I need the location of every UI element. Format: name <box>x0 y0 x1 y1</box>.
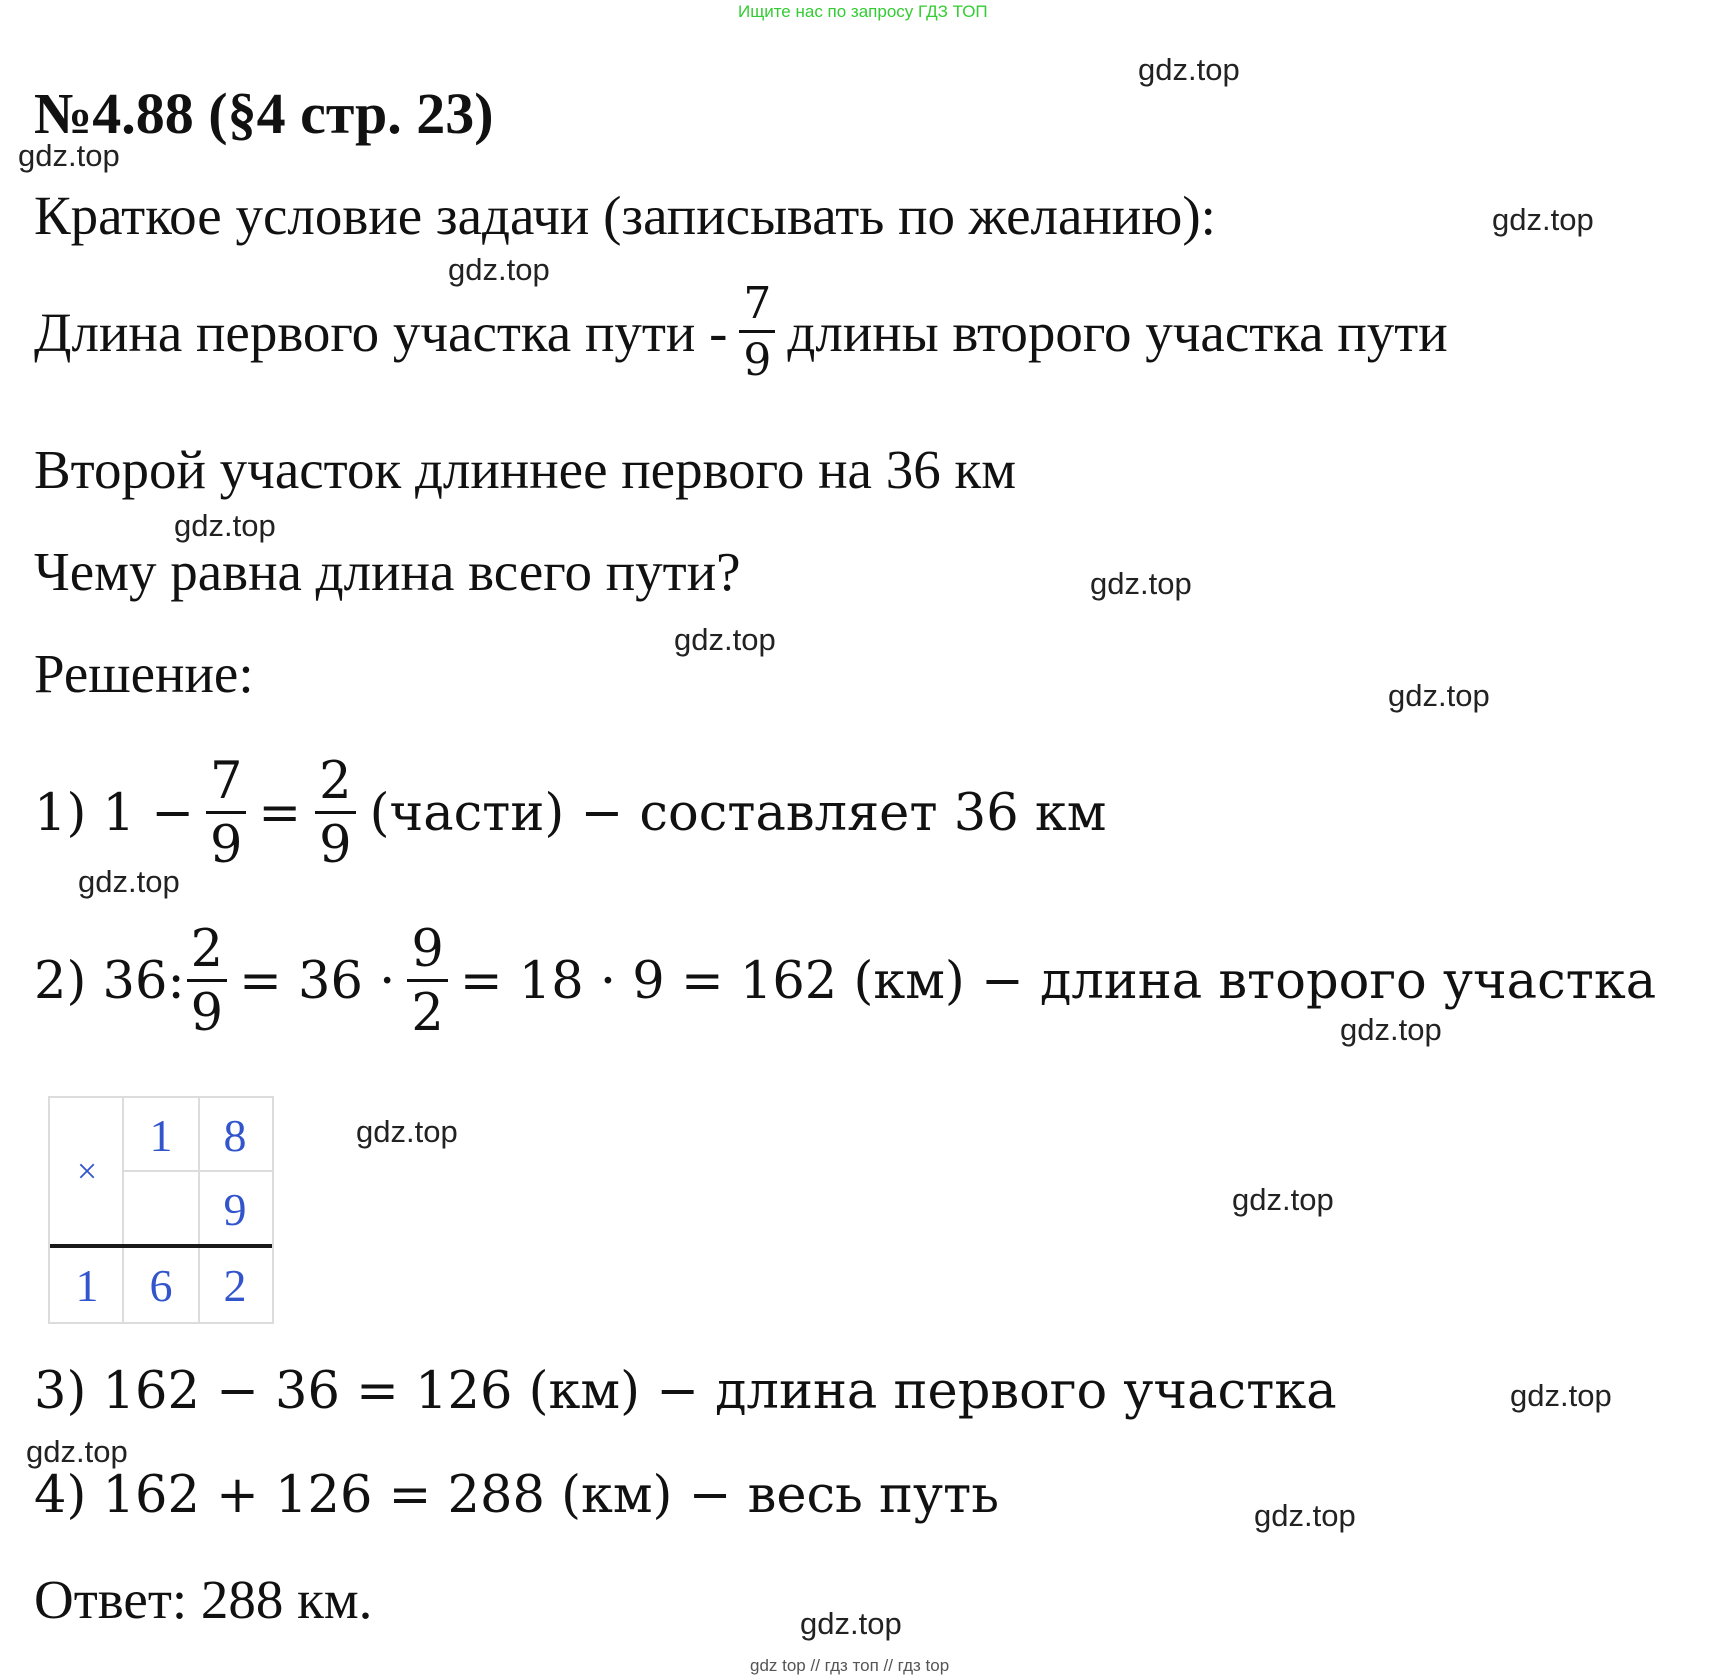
top-digit: 8 <box>223 1109 247 1161</box>
watermark: gdz.top <box>674 622 776 657</box>
result-digit: 1 <box>75 1259 99 1311</box>
multiplication-grid <box>48 1096 274 1324</box>
watermark: gdz.top <box>1254 1498 1356 1533</box>
fraction-numerator: 7 <box>739 282 775 333</box>
watermark: gdz.top <box>356 1114 458 1149</box>
step-4: 4) 162 + 126 = 288 (км) − весь путь <box>34 1466 1000 1525</box>
step-2-suffix: = 18 · 9 = 162 (км) − длина второго участка <box>459 951 1657 1011</box>
condition-line-1 <box>34 278 1448 386</box>
step-2-prefix: 2) 36: <box>34 951 185 1011</box>
fraction-denominator: 9 <box>319 815 352 875</box>
fraction-denominator: 9 <box>209 815 243 875</box>
watermark: gdz.top <box>26 1434 128 1469</box>
watermark: gdz.top <box>1388 678 1490 713</box>
fraction-numerator: 2 <box>187 924 227 982</box>
step-2-middle: = 36 · <box>239 951 396 1011</box>
watermark: gdz.top <box>18 138 120 173</box>
result-digit: 2 <box>223 1259 247 1311</box>
footer-links: gdz top // гдз топ // гдз top <box>750 1656 950 1675</box>
watermark: gdz.top <box>174 508 276 543</box>
condition-line-1-after: длины второго участка пути <box>787 302 1448 363</box>
condition-fraction <box>739 278 775 386</box>
solution-label: Решение: <box>34 643 254 704</box>
watermark: gdz.top <box>1232 1182 1334 1217</box>
condition-line-2: Второй участок длиннее первого на 36 км <box>34 439 1016 500</box>
multiplier-digit: 9 <box>223 1183 247 1235</box>
step-1-fraction-1 <box>206 751 246 875</box>
step-1 <box>34 738 1106 888</box>
fraction-denominator: 2 <box>411 983 444 1043</box>
top-banner: Ищите нас по запросу ГДЗ ТОП <box>738 2 988 21</box>
watermark: gdz.top <box>448 252 550 287</box>
fraction-numerator: 2 <box>315 756 355 814</box>
step-2-fraction-1 <box>187 919 227 1043</box>
question-line: Чему равна длина всего пути? <box>34 541 741 602</box>
watermark: gdz.top <box>1138 52 1240 87</box>
watermark: gdz.top <box>800 1606 902 1641</box>
step-3: 3) 162 − 36 = 126 (км) − длина первого участка <box>34 1362 1337 1421</box>
top-digit: 1 <box>149 1109 173 1161</box>
step-2-fraction-2 <box>407 919 447 1043</box>
answer-line: Ответ: 288 км. <box>34 1569 373 1630</box>
watermark: gdz.top <box>1510 1378 1612 1413</box>
result-digit: 6 <box>149 1259 173 1311</box>
step-1-fraction-2 <box>315 751 355 875</box>
step-1-suffix: (части) − составляет 36 км <box>369 783 1107 843</box>
page-title: №4.88 (§4 стр. 23) <box>34 81 494 146</box>
step-1-prefix: 1) 1 − <box>34 783 194 843</box>
watermark: gdz.top <box>78 864 180 899</box>
condition-line-1-before: Длина первого участка пути - <box>34 302 728 363</box>
step-1-equals: = <box>258 783 302 843</box>
watermark: gdz.top <box>1340 1012 1442 1047</box>
fraction-numerator: 9 <box>407 924 447 982</box>
multiply-operator: × <box>76 1151 98 1191</box>
fraction-denominator: 9 <box>190 983 224 1043</box>
fraction-numerator: 7 <box>206 756 246 814</box>
short-condition-label: Краткое условие задачи (записывать по желанию): <box>34 185 1216 246</box>
watermark: gdz.top <box>1492 202 1594 237</box>
watermark: gdz.top <box>1090 566 1192 601</box>
fraction-denominator: 9 <box>743 335 772 386</box>
